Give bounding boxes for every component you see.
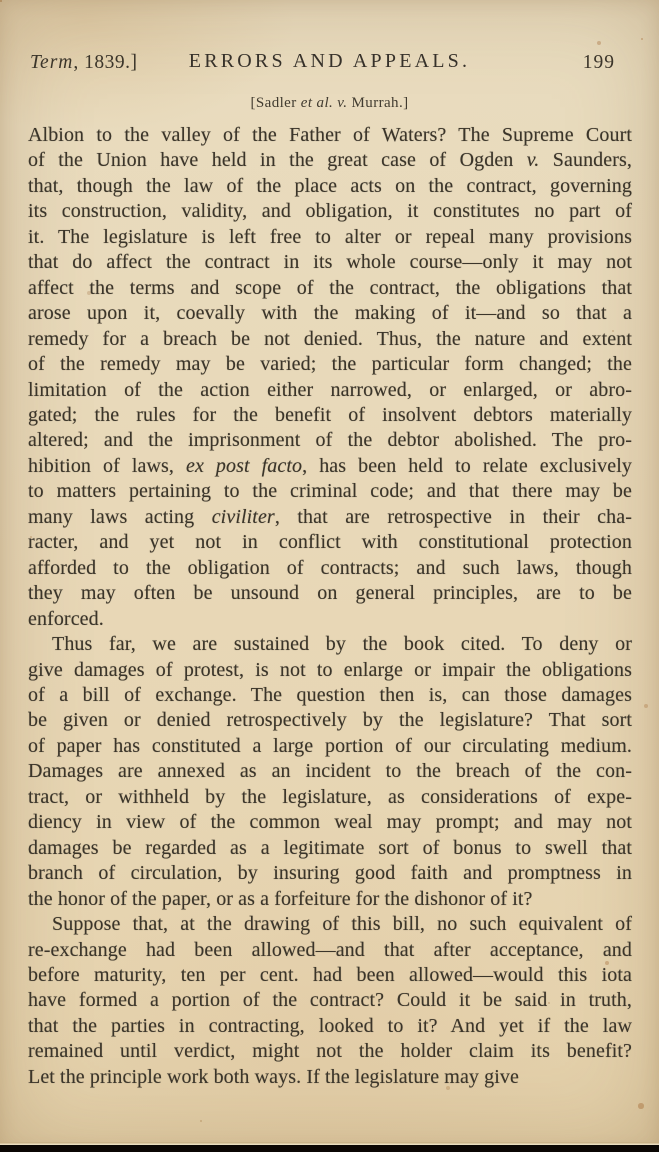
text-line: Let the principle work both ways. If the legislature may give — [28, 1065, 519, 1088]
running-head — [0, 50, 659, 80]
text-line: Albion to the valley of the Father of Waters? The Supreme Court — [28, 124, 632, 146]
text-line: give damages of protest, is not to enlarge or impair the obligations — [28, 658, 632, 681]
text-line: Thus far, we are sustained by the book cited. To deny or — [52, 633, 632, 656]
text-line: altered; and the imprisonment of the debtor abolished. The pro- — [28, 429, 632, 452]
paragraph — [28, 123, 632, 632]
text-line: gated; the rules for the benefit of insolvent debtors materially — [28, 403, 632, 426]
text-line: of a bill of exchange. The question then is, can those damages — [28, 683, 632, 706]
text-line: many laws acting civiliter, that are retrospective in their cha- — [28, 505, 632, 528]
running-head-term: Term, 1839.] — [30, 52, 138, 73]
text-line: hibition of laws, ex post facto, has been held to relate exclusively — [28, 454, 632, 477]
text-line: limitation of the action either narrowed, or enlarged, or abro- — [28, 378, 632, 401]
paper-foxing-speckles — [0, 0, 2, 2]
text-line: that the parties in contracting, looked to it? And yet if the law — [28, 1014, 632, 1037]
text-line: branch of circulation, by insuring good faith and promptness in — [28, 862, 632, 885]
text-line: of paper has constituted a large portion of our circulating medium. — [28, 734, 632, 757]
text-line: remedy for a breach be not denied. Thus, the nature and extent — [28, 327, 632, 350]
text-line: Suppose that, at the drawing of this bill, no such equivalent of — [52, 913, 632, 936]
text-line: afforded to the obligation of contracts; and such laws, though — [28, 556, 632, 579]
text-line: be given or denied retrospectively by the legislature? That sort — [28, 709, 632, 732]
text-line: enforced. — [28, 607, 104, 630]
text-line: of the remedy may be varied; the particular form changed; the — [28, 353, 632, 376]
text-line: its construction, validity, and obligation, it constitutes no part of — [28, 200, 632, 223]
text-line: before maturity, ten per cent. had been allowed—would this iota — [28, 963, 632, 986]
text-line: remained until verdict, might not the holder claim its benefit? — [28, 1040, 632, 1063]
text-line: that do affect the contract in its whole course—only it may not — [28, 251, 632, 274]
text-line: Damages are annexed as an incident to the breach of the con- — [28, 760, 632, 783]
text-line: affect the terms and scope of the contract, the obligations that — [28, 276, 632, 299]
text-line: tract, or withheld by the legislature, as considerations of expe- — [28, 785, 632, 808]
text-line: damages be regarded as a legitimate sort of bonus to swell that — [28, 836, 632, 859]
text-line: they may often be unsound on general principles, are to be — [28, 582, 632, 605]
text-line: have formed a portion of the contract? Could it be said in truth, — [28, 989, 632, 1012]
text-line: of the Union have held in the great case of Ogden v. Saunders, — [28, 149, 632, 172]
text-line: the honor of the paper, or as a forfeiture for the dishonor of it? — [28, 887, 533, 910]
text-line: it. The legislature is left free to alter or repeal many provisions — [28, 225, 632, 248]
page-number: 199 — [582, 52, 615, 73]
text-line: diency in view of the common weal may prompt; and may not — [28, 811, 632, 834]
scan-bottom-edge — [0, 1145, 659, 1152]
body-text — [28, 123, 632, 1090]
paragraph — [28, 912, 632, 1090]
text-line: racter, and yet not in conflict with constitutional protection — [28, 531, 632, 554]
text-line: arose upon it, coevally with the making of it—and so that a — [28, 302, 632, 325]
case-caption: [Sadler et al. v. Murrah.] — [250, 95, 409, 111]
text-line: to matters pertaining to the criminal code; and that there may be — [28, 480, 632, 503]
paragraph — [28, 632, 632, 912]
running-head-title: ERRORS AND APPEALS. — [188, 50, 471, 72]
text-line: that, though the law of the place acts on the contract, governing — [28, 174, 632, 197]
text-line: re-exchange had been allowed—and that after acceptance, and — [28, 938, 632, 961]
